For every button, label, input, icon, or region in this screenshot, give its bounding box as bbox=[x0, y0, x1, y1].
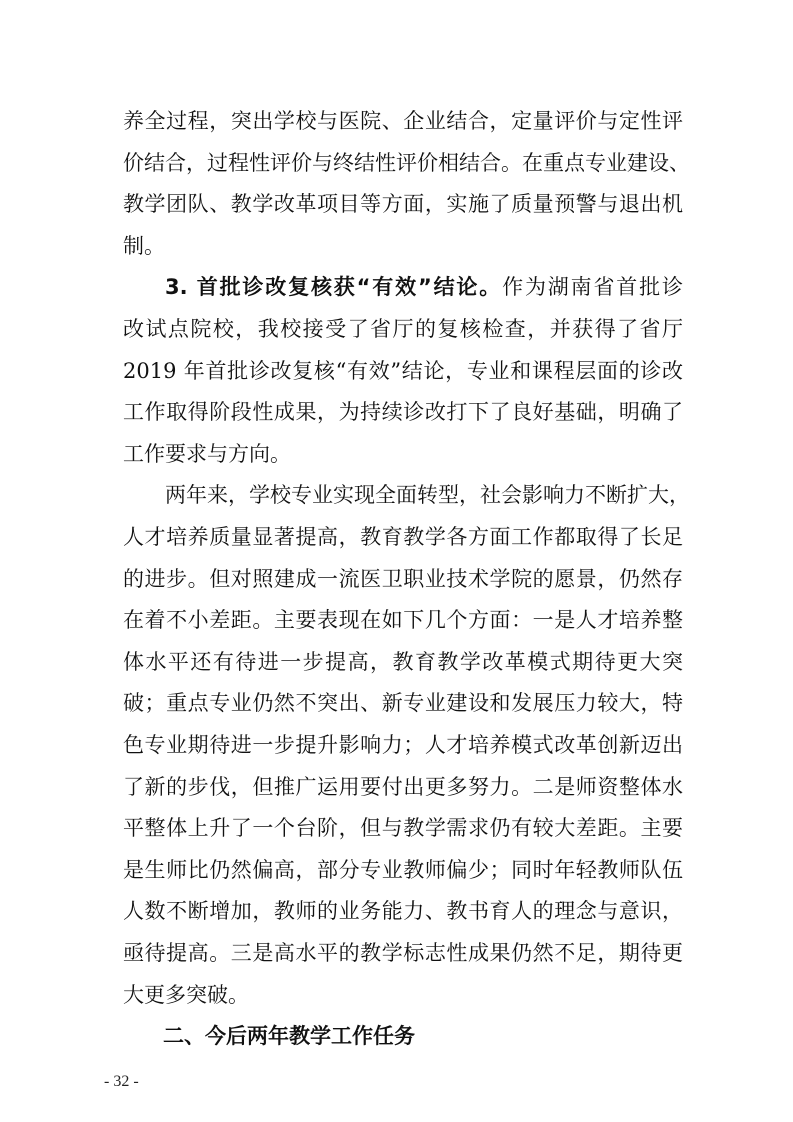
paragraph-line: 平整体上升了一个台阶，但与教学需求仍有较大差距。主要 bbox=[123, 816, 683, 841]
section-heading: 二、今后两年教学工作任务 bbox=[163, 1024, 415, 1049]
paragraph-line: 制。 bbox=[123, 233, 165, 258]
paragraph-line: 养全过程，突出学校与医院、企业结合，定量评价与定性评 bbox=[123, 109, 683, 133]
paragraph-line: 的进步。但对照建成一流医卫职业技术学院的愿景，仍然存 bbox=[123, 566, 683, 591]
paragraph-line: 体水平还有待进一步提高，教育教学改革模式期待更大突 bbox=[123, 649, 683, 674]
paragraph-line: 人才培养质量显著提高，教育教学各方面工作都取得了长足 bbox=[123, 525, 683, 549]
paragraph-first-line bbox=[165, 267, 683, 307]
paragraph-line: 价结合，过程性评价与终结性评价相结合。在重点专业建设、 bbox=[123, 150, 690, 175]
paragraph-line: 工作要求与方向。 bbox=[123, 441, 291, 466]
paragraph-line: 亟待提高。三是高水平的教学标志性成果仍然不足，期待更 bbox=[123, 941, 683, 965]
paragraph-line: 了新的步伐，但推广运用要付出更多努力。二是师资整体水 bbox=[123, 774, 683, 799]
paragraph-line: 是生师比仍然偏高，部分专业教师偏少；同时年轻教师队伍 bbox=[123, 857, 683, 882]
paragraph-line: 教学团队、教学改革项目等方面，实施了质量预警与退出机 bbox=[123, 192, 683, 217]
paragraph-line: 在着不小差距。主要表现在如下几个方面：一是人才培养整 bbox=[123, 608, 683, 633]
bold-lead: 3. 首批诊改复核获“有效”结论。 bbox=[165, 275, 503, 300]
paragraph-line: 人数不断增加，教师的业务能力、教书育人的理念与意识， bbox=[123, 899, 683, 924]
paragraph-line: 2019 年首批诊改复核“有效”结论，专业和课程层面的诊改 bbox=[123, 358, 683, 383]
paragraph-line: 色专业期待进一步提升影响力；人才培养模式改革创新迈出 bbox=[123, 733, 683, 757]
paragraph-line: 改试点院校，我校接受了省厅的复核检查，并获得了省厅 bbox=[123, 317, 683, 341]
paragraph-line: 工作取得阶段性成果，为持续诊改打下了良好基础，明确了 bbox=[123, 400, 683, 425]
paragraph-line: 大更多突破。 bbox=[123, 982, 249, 1007]
first-line-rest: 作为湖南省首批诊 bbox=[502, 275, 683, 300]
paragraph-line: 破；重点专业仍然不突出、新专业建设和发展压力较大，特 bbox=[123, 691, 683, 716]
paragraph-line: 两年来，学校专业实现全面转型，社会影响力不断扩大， bbox=[165, 483, 690, 508]
page-number: - 32 - bbox=[104, 1072, 139, 1090]
